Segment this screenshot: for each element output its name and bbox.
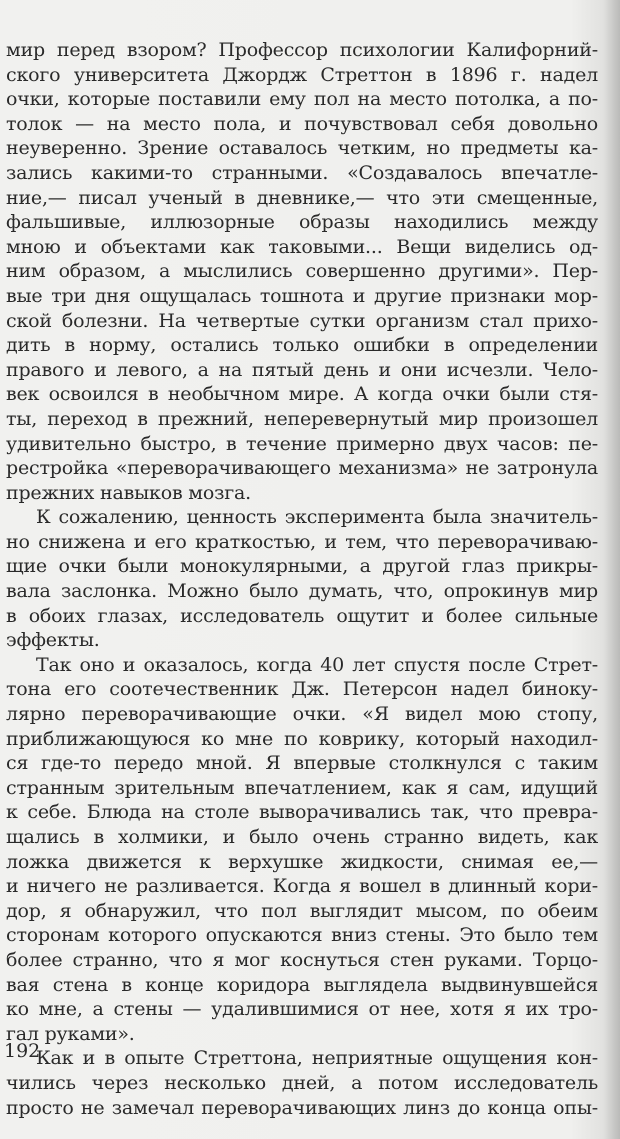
- text-line: К сожалению, ценность эксперимента была значитель-: [36, 506, 598, 529]
- body-text: [6, 38, 598, 1120]
- text-line: в обоих глазах, исследователь ощутит и более сильные: [6, 604, 598, 627]
- text-line: дить в норму, остались только ошибки в определении: [6, 334, 598, 357]
- text-line: век освоился в необычном мире. А когда очки были стя-: [6, 383, 598, 406]
- text-line: приближающуюся ко мне по коврику, который находил-: [6, 727, 598, 750]
- paragraph: [6, 1046, 598, 1120]
- text-line: ко мне, а стены — удалившимися от нее, хотя я их тро-: [6, 998, 598, 1021]
- text-line: тона его соотечественник Дж. Петерсон надел биноку-: [6, 678, 598, 701]
- text-line: лярно переворачивающие очки. «Я видел мою стопу,: [6, 703, 598, 726]
- text-line: просто не замечал переворачивающих линз до конца опы-: [6, 1096, 598, 1119]
- text-line: ним образом, а мыслились совершенно другими». Пер-: [6, 260, 598, 283]
- text-line: ложка движется к верхушке жидкости, снимая ее,—: [6, 850, 598, 873]
- text-line: щались в холмики, и было очень странно видеть, как: [6, 826, 598, 848]
- paragraph: [6, 505, 598, 653]
- text-line: щие очки были монокулярными, а другой глаз прикры-: [6, 555, 598, 578]
- text-line: сторонам которого опускаются вниз стены. Это было тем: [6, 924, 598, 947]
- text-line: гал руками».: [6, 1022, 135, 1045]
- text-line: более странно, что я мог коснуться стен руками. Торцо-: [6, 948, 598, 971]
- page-edge-shadow: [604, 0, 620, 1139]
- text-line: мир перед взором? Профессор психологии Калифорний-: [6, 39, 598, 61]
- paragraph: [6, 38, 598, 505]
- text-line: удивительно быстро, в течение примерно двух часов: пе-: [6, 432, 598, 455]
- text-line: зались какими-то странными. «Создавалось впечатле-: [6, 161, 598, 184]
- text-line: правого и левого, а на пятый день и они исчезли. Чело-: [6, 358, 598, 381]
- text-line: очки, которые поставили ему пол на место потолка, а по-: [6, 88, 598, 111]
- text-line: ского университета Джордж Стреттон в 1896 г. надел: [6, 63, 598, 86]
- text-line: фальшивые, иллюзорные образы находились между: [6, 211, 598, 234]
- text-line: ние,— писал ученый в дневнике,— что эти смещенные,: [6, 186, 598, 209]
- text-line: ты, переход в прежний, неперевернутый мир произошел: [6, 407, 598, 430]
- text-line: чились через несколько дней, а потом исследователь: [6, 1071, 598, 1094]
- text-line: ской болезни. На четвертые сутки организм стал прихо-: [6, 309, 598, 332]
- text-line: Так оно и оказалось, когда 40 лет спустя после Стрет-: [36, 653, 598, 676]
- text-line: ся где-то передо мной. Я впервые столкнулся с таким: [6, 752, 598, 775]
- text-line: Как и в опыте Стреттона, неприятные ощущения кон-: [36, 1047, 598, 1070]
- text-line: к себе. Блюда на столе выворачивались так, что превра-: [6, 801, 598, 824]
- text-line: странным зрительным впечатлением, как я сам, идущий: [6, 776, 598, 799]
- text-line: мною и объектами как таковыми... Вещи виделись од-: [6, 235, 598, 258]
- paragraph: [6, 653, 598, 1047]
- text-line: и ничего не разливается. Когда я вошел в длинный кори-: [6, 875, 598, 898]
- text-line: вая стена в конце коридора выглядела выдвинувшейся: [6, 973, 598, 996]
- text-line: рестройка «переворачивающего механизма» не затронула: [6, 457, 598, 480]
- text-line: неуверенно. Зрение оставалось четким, но предметы ка-: [6, 137, 598, 160]
- text-line: дор, я обнаружил, что пол выглядит мысом, по обеим: [6, 899, 598, 922]
- text-line: эффекты.: [6, 629, 100, 652]
- text-line: толок — на место пола, и почувствовал себя довольно: [6, 112, 598, 135]
- text-line: вые три дня ощущалась тошнота и другие признаки мор-: [6, 284, 598, 307]
- text-line: вала заслонка. Можно было думать, что, опрокинув мир: [6, 580, 598, 603]
- page-number: 192: [4, 1040, 41, 1062]
- text-line: но снижена и его краткостью, и тем, что переворачиваю-: [6, 530, 598, 553]
- text-line: прежних навыков мозга.: [6, 481, 251, 504]
